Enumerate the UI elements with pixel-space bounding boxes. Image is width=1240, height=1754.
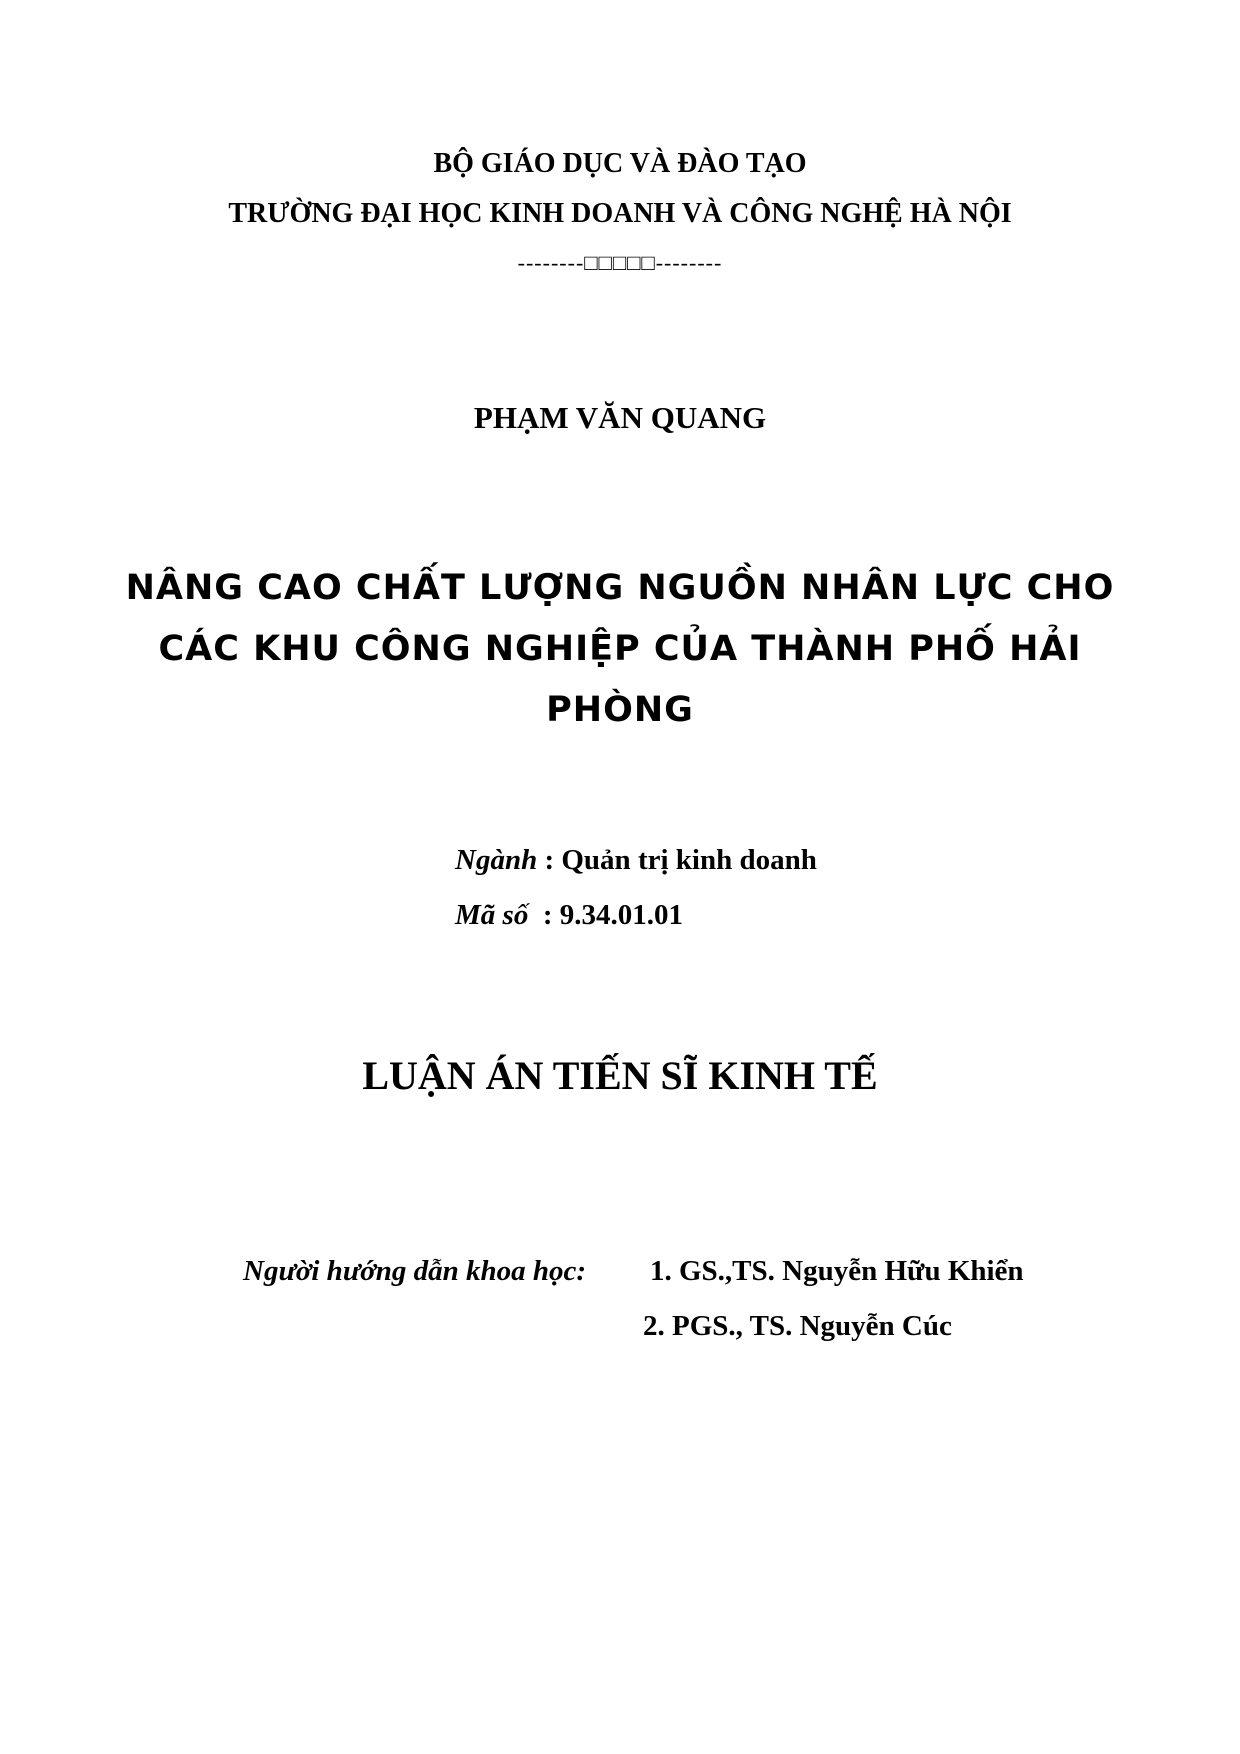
major-value: Quản trị kinh doanh: [561, 844, 817, 876]
code-row: [455, 899, 683, 932]
major-separator: :: [537, 844, 562, 876]
university-heading: TRƯỜNG ĐẠI HỌC KINH DOANH VÀ CÔNG NGHỆ HÀ NỘI: [228, 198, 1012, 229]
supervisor-label-colon: :: [576, 1255, 587, 1287]
thesis-title: [120, 558, 1120, 741]
code-separator: :: [528, 899, 560, 931]
supervisor-1: 1. GS.,TS. Nguyễn Hữu Khiển: [650, 1255, 1024, 1287]
ministry-heading: BỘ GIÁO DỤC VÀ ĐÀO TẠO: [433, 148, 807, 179]
thesis-title-line-2: CÁC KHU CÔNG NGHIỆP CỦA THÀNH PHỐ HẢI: [158, 629, 1082, 669]
code-label: Mã số: [455, 899, 529, 931]
major-label: Ngành: [455, 844, 538, 876]
supervisor-label: [243, 1255, 586, 1288]
thesis-title-line-3: PHÒNG: [546, 690, 694, 730]
supervisor-label-text: Người hướng dẫn khoa học: [243, 1255, 577, 1287]
major-row: [455, 844, 817, 877]
thesis-title-line-1: NÂNG CAO CHẤT LƯỢNG NGUỒN NHÂN LỰC CHO: [125, 568, 1115, 608]
code-value: 9.34.01.01: [559, 899, 683, 931]
supervisor-2: 2. PGS., TS. Nguyễn Cúc: [643, 1310, 952, 1342]
author-name: PHẠM VĂN QUANG: [473, 400, 767, 435]
degree-title: LUẬN ÁN TIẾN SĨ KINH TẾ: [362, 1053, 878, 1098]
ornamental-divider: --------□□□□□--------: [517, 250, 723, 275]
